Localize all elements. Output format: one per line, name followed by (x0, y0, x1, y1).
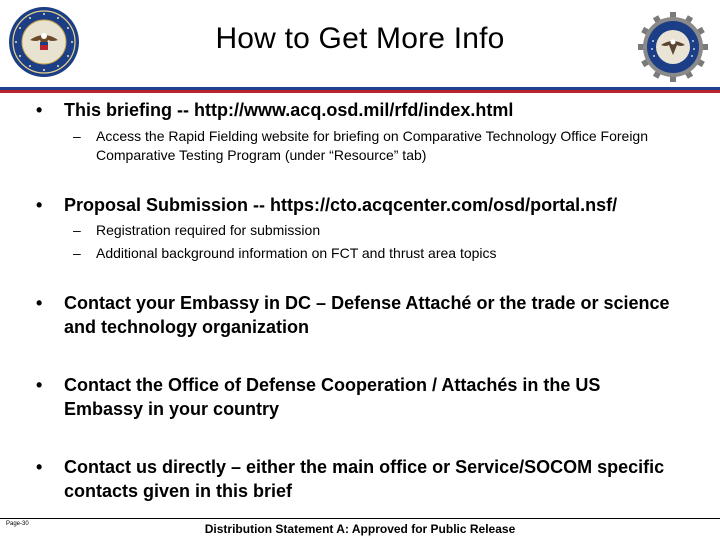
header-rule-red (0, 90, 720, 93)
sub-dash: – (73, 245, 81, 261)
bullet-contact-odc: Contact the Office of Defense Cooperation / Attachés in the US Embassy in your country (64, 375, 601, 419)
page-number: Page-30 (6, 521, 29, 527)
bullet-marker: • (36, 375, 43, 395)
distribution-statement: Distribution Statement A: Approved for Public Release (204, 522, 516, 536)
bullet-contact-embassy: Contact your Embassy in DC – Defense Attaché or the trade or science and technology organization (64, 293, 670, 337)
bullet-briefing: This briefing -- http://www.acq.osd.mil/rfd/index.html (64, 100, 514, 120)
bullet-marker: • (36, 100, 43, 120)
bullet-proposal-submission: Proposal Submission -- https://cto.acqcenter.com/osd/portal.nsf/ (64, 195, 618, 215)
bullet-marker: • (36, 195, 43, 215)
footer-rule (0, 518, 720, 519)
bullet-marker: • (36, 457, 43, 477)
sub-registration: Registration required for submission (96, 222, 321, 238)
acquisition-seal-icon (636, 12, 710, 82)
bullet-marker: • (36, 293, 43, 313)
sub-background-info: Additional background information on FCT and thrust area topics (96, 245, 497, 261)
sub-dash: – (73, 128, 81, 144)
sub-dash: – (73, 222, 81, 238)
page-title: How to Get More Info (215, 22, 505, 55)
sub-briefing-access: Access the Rapid Fielding website for briefing on Comparative Technology Office Foreign Comparative Testing Program (under “Resource” tab) (96, 128, 648, 163)
bullet-contact-us: Contact us directly – either the main office or Service/SOCOM specific contacts given in this brief (64, 457, 665, 501)
